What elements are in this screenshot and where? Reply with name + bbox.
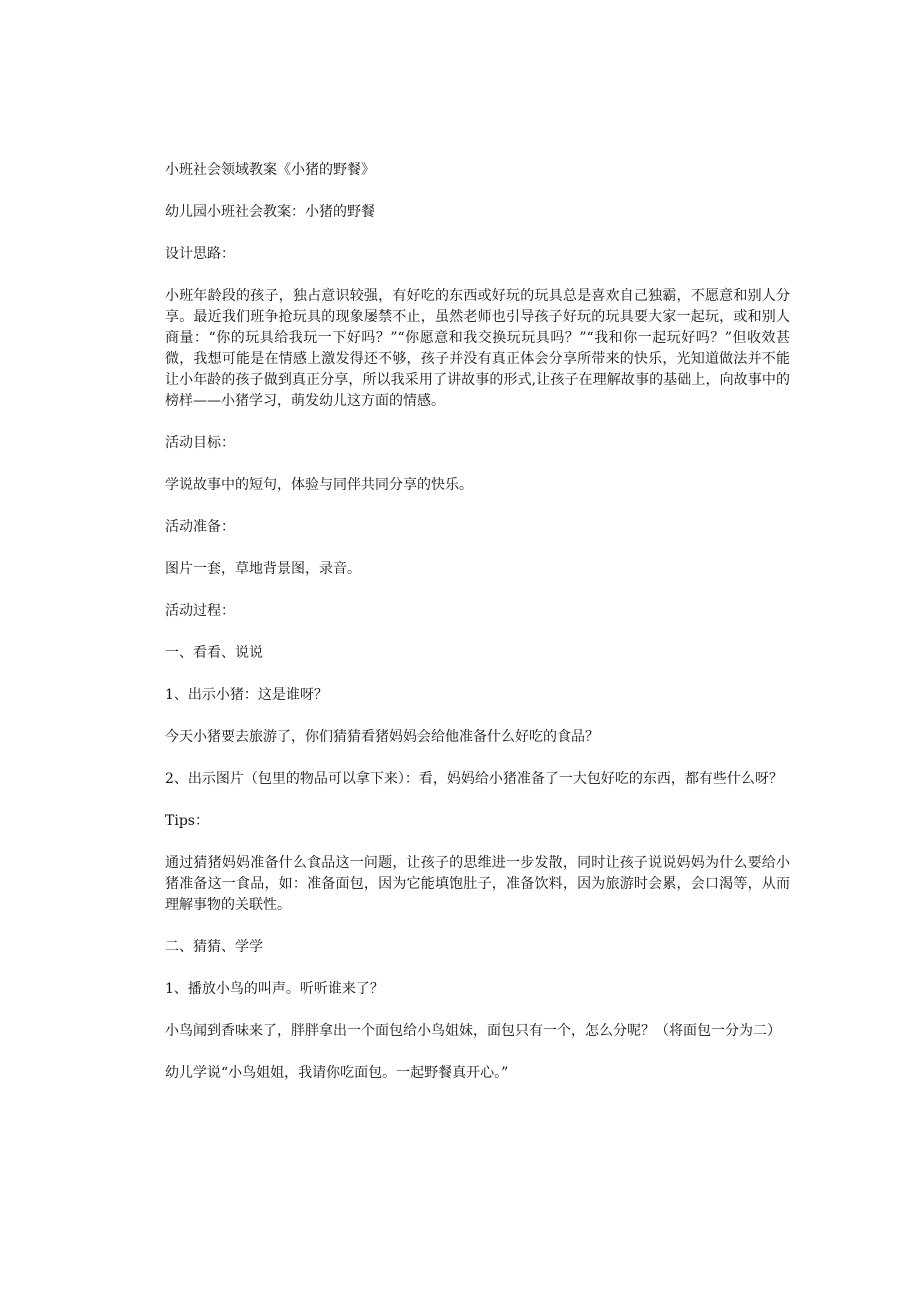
- goal-heading: 活动目标：: [165, 435, 235, 451]
- section1-title: 一、看看、说说: [165, 645, 263, 661]
- goal-paragraph: 学说故事中的短句，体验与同伴共同分享的快乐。: [165, 477, 473, 493]
- tips-paragraph: 通过猜猪妈妈准备什么食品这一问题，让孩子的思维进一步发散，同时让孩子说说妈妈为什么要给小猪准备这一食品，如：准备面包，因为它能填饱肚子，准备饮料，因为旅游时会累，会口渴等，从而理解事物的关联性。: [165, 855, 790, 913]
- step1-2: 2、出示图片（包里的物品可以拿下来）：看，妈妈给小猪准备了一大包好吃的东西，都有些什么呀？: [165, 771, 783, 787]
- step2-1: 1、播放小鸟的叫声。听听谁来了？: [165, 981, 384, 997]
- design-paragraph: 小班年龄段的孩子，独占意识较强，有好吃的东西或好玩的玩具总是喜欢自己独霸，不愿意和别人分享。最近我们班争抢玩具的现象屡禁不止，虽然老师也引导孩子好玩的玩具要大家一起玩，或和别人商量：“你的玩具给我玩一下好吗？”“你愿意和我交换玩玩具吗？”“我和你一起玩好吗？”但收效甚微，我想可能是在情感上激发得还不够，孩子并没有真正体会分享所带来的快乐，光知道做法并不能让小年龄的孩子做到真正分享，所以我采用了讲故事的形式,让孩子在理解故事的基础上，向故事中的榜样——小猪学习，萌发幼儿这方面的情感。: [165, 288, 790, 409]
- document-content: [165, 160, 790, 1105]
- prep-heading: 活动准备：: [165, 519, 235, 535]
- step1-1-text: 今天小猪要去旅游了，你们猜猜看猪妈妈会给他准备什么好吃的食品？: [165, 729, 599, 745]
- process-heading: 活动过程：: [165, 603, 235, 619]
- prep-paragraph: 图片一套，草地背景图，录音。: [165, 561, 361, 577]
- step2-1-text: 小鸟闻到香味来了，胖胖拿出一个面包给小鸟姐妹，面包只有一个，怎么分呢？（将面包一分为二）: [165, 1023, 781, 1039]
- step1-1: 1、出示小猪：这是谁呀？: [165, 687, 328, 703]
- design-heading: 设计思路：: [165, 246, 235, 262]
- step2-quote: 幼儿学说“小鸟姐姐，我请你吃面包。一起野餐真开心。”: [165, 1065, 509, 1081]
- tips-label: Tips：: [165, 813, 209, 829]
- document-subtitle: 幼儿园小班社会教案：小猪的野餐: [165, 204, 375, 220]
- section2-title: 二、猜猜、学学: [165, 939, 263, 955]
- document-title: 小班社会领域教案《小猪的野餐》: [165, 162, 375, 178]
